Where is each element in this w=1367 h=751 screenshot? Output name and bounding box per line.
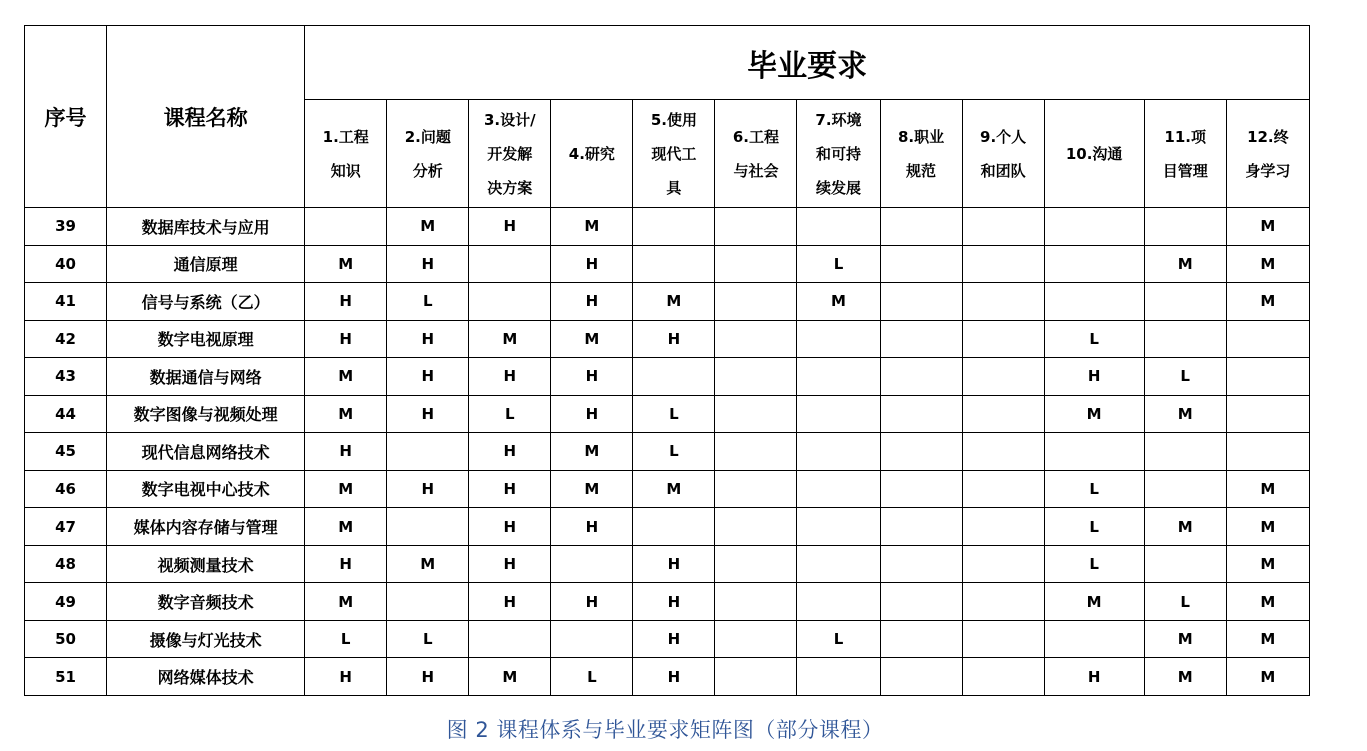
course-name: 摄像与灯光技术 [107,620,305,658]
matrix-cell [880,320,962,358]
matrix-cell [880,358,962,396]
figure-caption: 图 2 课程体系与毕业要求矩阵图（部分课程） [446,718,884,742]
matrix-cell: L [305,620,387,658]
course-name: 通信原理 [107,245,305,283]
matrix-cell: L [1044,320,1144,358]
matrix-cell [880,583,962,621]
matrix-cell: H [551,395,633,433]
course-name: 数据库技术与应用 [107,208,305,246]
matrix-cell [962,395,1044,433]
matrix-cell [1044,208,1144,246]
matrix-cell [715,658,797,696]
matrix-cell [880,395,962,433]
matrix-cell [387,433,469,471]
column-header-course: 课程名称 [107,26,305,208]
matrix-cell [469,245,551,283]
matrix-cell: M [1226,470,1309,508]
row-index: 50 [25,620,107,658]
matrix-cell [962,245,1044,283]
matrix-cell [1044,245,1144,283]
matrix-cell: M [305,583,387,621]
course-name: 数字电视中心技术 [107,470,305,508]
matrix-cell [880,658,962,696]
matrix-cell: M [305,470,387,508]
matrix-cell [797,433,880,471]
matrix-cell [962,433,1044,471]
requirement-header-8: 8.职业 规范 [880,100,962,208]
requirement-header-5: 5.使用 现代工 具 [633,100,715,208]
requirement-header-2: 2.问题 分析 [387,100,469,208]
requirement-header-6: 6.工程 与社会 [715,100,797,208]
matrix-cell: H [469,470,551,508]
matrix-cell [1044,433,1144,471]
matrix-cell [715,395,797,433]
table-row [25,245,1310,283]
matrix-cell [1144,545,1226,583]
row-index: 43 [25,358,107,396]
matrix-cell: L [797,620,880,658]
matrix-cell [962,208,1044,246]
matrix-cell: M [797,283,880,321]
matrix-cell: L [1044,545,1144,583]
matrix-cell [880,245,962,283]
row-index: 51 [25,658,107,696]
matrix-cell [1144,320,1226,358]
matrix-cell [633,358,715,396]
matrix-cell: M [633,283,715,321]
matrix-cell: M [305,395,387,433]
requirement-header-1: 1.工程 知识 [305,100,387,208]
matrix-cell [1226,320,1309,358]
matrix-cell: M [305,245,387,283]
matrix-cell [880,545,962,583]
matrix-cell: H [469,583,551,621]
requirement-header-7: 7.环境 和可持 续发展 [797,100,880,208]
group-header-requirements: 毕业要求 [305,26,1310,100]
matrix-cell [387,583,469,621]
matrix-cell: M [1144,620,1226,658]
matrix-cell: H [469,358,551,396]
matrix-cell [1226,358,1309,396]
matrix-cell: M [1226,283,1309,321]
matrix-cell [797,320,880,358]
matrix-cell [715,208,797,246]
course-name: 视频测量技术 [107,545,305,583]
matrix-cell [880,208,962,246]
matrix-body [25,208,1310,696]
matrix-cell [962,583,1044,621]
matrix-cell [633,245,715,283]
requirement-header-11: 11.项 目管理 [1144,100,1226,208]
matrix-cell: H [1044,658,1144,696]
matrix-cell [962,545,1044,583]
matrix-cell: H [305,433,387,471]
matrix-cell: M [1144,658,1226,696]
matrix-cell [797,583,880,621]
matrix-cell: L [797,245,880,283]
matrix-cell: H [551,245,633,283]
matrix-cell: L [1044,470,1144,508]
matrix-cell: H [633,545,715,583]
matrix-cell [962,658,1044,696]
matrix-cell [715,245,797,283]
matrix-cell: L [1044,508,1144,546]
requirement-header-12: 12.终 身学习 [1226,100,1309,208]
row-index: 46 [25,470,107,508]
matrix-cell [880,283,962,321]
matrix-cell: M [1226,245,1309,283]
matrix-cell [1144,208,1226,246]
matrix-cell [715,508,797,546]
matrix-cell: M [1144,395,1226,433]
matrix-cell: H [469,545,551,583]
row-index: 41 [25,283,107,321]
matrix-cell: M [1226,208,1309,246]
matrix-cell [715,545,797,583]
matrix-cell: H [469,508,551,546]
matrix-cell [880,433,962,471]
matrix-cell: M [551,433,633,471]
matrix-cell [797,208,880,246]
matrix-cell: M [1226,583,1309,621]
matrix-cell: H [551,283,633,321]
matrix-cell [797,470,880,508]
matrix-cell [962,470,1044,508]
matrix-cell: M [1226,620,1309,658]
matrix-cell [715,583,797,621]
table-row [25,658,1310,696]
requirement-header-9: 9.个人 和团队 [962,100,1044,208]
matrix-cell [551,545,633,583]
matrix-cell [797,545,880,583]
matrix-cell [633,508,715,546]
matrix-cell: M [305,508,387,546]
matrix-cell [797,358,880,396]
course-name: 数据通信与网络 [107,358,305,396]
matrix-cell [305,208,387,246]
matrix-cell: H [633,658,715,696]
requirement-header-10: 10.沟通 [1044,100,1144,208]
matrix-cell: H [305,545,387,583]
row-index: 49 [25,583,107,621]
row-index: 42 [25,320,107,358]
matrix-cell [715,433,797,471]
matrix-cell: M [1226,545,1309,583]
matrix-cell: H [387,358,469,396]
matrix-cell: M [1044,395,1144,433]
matrix-cell [962,508,1044,546]
matrix-cell: H [551,583,633,621]
matrix-cell [1226,433,1309,471]
matrix-cell [880,620,962,658]
matrix-cell [1044,620,1144,658]
course-name: 数字音频技术 [107,583,305,621]
table-row [25,433,1310,471]
row-index: 44 [25,395,107,433]
course-name: 数字图像与视频处理 [107,395,305,433]
matrix-cell: L [551,658,633,696]
course-name: 网络媒体技术 [107,658,305,696]
row-index: 45 [25,433,107,471]
matrix-cell: M [1144,245,1226,283]
table-row [25,395,1310,433]
matrix-cell [715,470,797,508]
matrix-cell [1144,470,1226,508]
column-header-index: 序号 [25,26,107,208]
matrix-cell: H [387,395,469,433]
course-requirement-matrix [24,25,1310,696]
table-row [25,208,1310,246]
row-index: 40 [25,245,107,283]
matrix-cell [797,508,880,546]
matrix-cell: L [469,395,551,433]
matrix-cell [715,320,797,358]
matrix-cell: M [469,320,551,358]
matrix-cell [633,208,715,246]
matrix-cell [962,358,1044,396]
table-row [25,508,1310,546]
matrix-cell [1044,283,1144,321]
matrix-cell [1226,395,1309,433]
matrix-cell [797,395,880,433]
matrix-cell: M [633,470,715,508]
table-row [25,583,1310,621]
matrix-cell [962,620,1044,658]
matrix-cell [962,283,1044,321]
matrix-cell: M [387,208,469,246]
matrix-cell [1144,283,1226,321]
row-index: 48 [25,545,107,583]
table-row [25,620,1310,658]
matrix-cell: H [387,245,469,283]
matrix-cell [797,658,880,696]
matrix-cell: H [633,320,715,358]
row-index: 39 [25,208,107,246]
matrix-cell [387,508,469,546]
matrix-cell: L [1144,583,1226,621]
matrix-cell: M [551,208,633,246]
matrix-cell [962,320,1044,358]
matrix-cell: M [1044,583,1144,621]
requirement-header-4: 4.研究 [551,100,633,208]
matrix-cell: H [305,658,387,696]
matrix-cell: H [1044,358,1144,396]
matrix-cell: L [387,283,469,321]
matrix-cell: H [633,620,715,658]
matrix-cell [551,620,633,658]
matrix-cell: M [469,658,551,696]
matrix-cell: M [1226,508,1309,546]
matrix-cell: M [551,470,633,508]
matrix-cell: L [387,620,469,658]
matrix-cell [715,620,797,658]
matrix-cell [469,620,551,658]
table-row [25,470,1310,508]
matrix-cell [715,283,797,321]
table-row [25,283,1310,321]
matrix-cell [880,508,962,546]
matrix-cell [469,283,551,321]
table-row [25,320,1310,358]
matrix-cell: H [469,208,551,246]
matrix-cell: M [1226,658,1309,696]
course-name: 媒体内容存储与管理 [107,508,305,546]
matrix-cell: H [387,320,469,358]
matrix-cell: M [305,358,387,396]
matrix-cell: H [469,433,551,471]
matrix-cell: H [551,358,633,396]
matrix-cell: M [551,320,633,358]
matrix-cell: L [633,433,715,471]
matrix-cell: M [387,545,469,583]
course-name: 信号与系统（乙） [107,283,305,321]
table-row [25,545,1310,583]
matrix-cell: H [551,508,633,546]
matrix-cell: H [305,283,387,321]
row-index: 47 [25,508,107,546]
matrix-cell: M [1144,508,1226,546]
course-name: 数字电视原理 [107,320,305,358]
matrix-cell [1144,433,1226,471]
matrix-cell: H [387,658,469,696]
matrix-cell: H [387,470,469,508]
matrix-cell [880,470,962,508]
requirement-header-3: 3.设计/ 开发解 决方案 [469,100,551,208]
matrix-cell: L [1144,358,1226,396]
matrix-cell [715,358,797,396]
table-row [25,358,1310,396]
course-name: 现代信息网络技术 [107,433,305,471]
matrix-cell: H [633,583,715,621]
matrix-cell: H [305,320,387,358]
matrix-cell: L [633,395,715,433]
